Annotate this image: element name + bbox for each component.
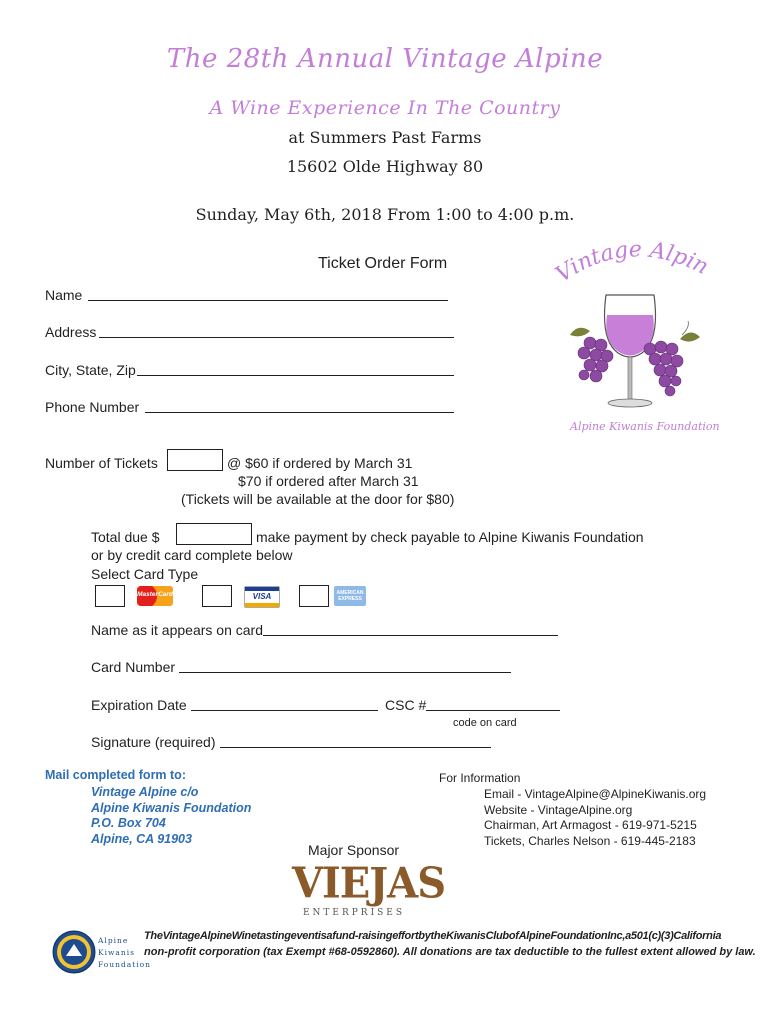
name-on-card-label: Name as it appears on card — [91, 622, 263, 638]
kiwanis-seal-icon — [52, 930, 96, 974]
signature-label: Signature (required) — [91, 734, 216, 750]
card-number-label: Card Number — [91, 659, 176, 675]
event-address: 15602 Olde Highway 80 — [286, 157, 484, 176]
event-title: The 28th Annual Vintage Alpine — [166, 44, 604, 74]
logo-script-text: Vintage Alpin — [551, 237, 713, 288]
expiration-input[interactable] — [191, 710, 378, 711]
csc-note: code on card — [453, 717, 517, 729]
tickets-count-input[interactable] — [167, 449, 223, 471]
major-sponsor-label: Major Sponsor — [308, 842, 400, 858]
info-tickets: Tickets, Charles Nelson - 619-445-2183 — [484, 834, 696, 848]
info-chairman: Chairman, Art Armagost - 619-971-5215 — [484, 818, 697, 832]
viejas-logo: VIEJAS ENTERPRISES — [292, 858, 446, 918]
event-subtitle: A Wine Experience In The Country — [209, 97, 561, 119]
phone-input[interactable] — [145, 412, 454, 413]
mail-line: Alpine Kiwanis Foundation — [91, 801, 252, 815]
mail-heading: Mail completed form to: — [45, 768, 186, 782]
event-date: Sunday, May 6th, 2018 From 1:00 to 4:00 p.m. — [195, 205, 575, 224]
mastercard-logo: MasterCard — [137, 586, 173, 606]
vintage-alpine-logo — [540, 235, 720, 440]
info-website: Website - VintageAlpine.org — [484, 803, 633, 817]
event-venue: at Summers Past Farms — [288, 128, 482, 147]
price-early: @ $60 if ordered by March 31 — [227, 455, 413, 471]
logo-foundation-text: Alpine Kiwanis Foundation — [570, 420, 720, 433]
credit-card-instructions: or by credit card complete below — [91, 547, 293, 563]
card-number-input[interactable] — [179, 672, 511, 673]
total-due-input[interactable] — [176, 523, 252, 545]
payment-instructions: make payment by check payable to Alpine Kiwanis Foundation — [256, 529, 644, 545]
info-heading: For Information — [439, 771, 521, 785]
info-email: Email - VintageAlpine@AlpineKiwanis.org — [484, 787, 707, 801]
visa-checkbox[interactable] — [202, 585, 232, 607]
tickets-label: Number of Tickets — [45, 455, 158, 471]
mail-line: P.O. Box 704 — [91, 816, 166, 830]
phone-label: Phone Number — [45, 399, 140, 415]
svg-text:Vintage Alpine — [540, 235, 712, 288]
address-label: Address — [45, 324, 97, 340]
card-type-label: Select Card Type — [91, 566, 199, 582]
city-state-zip-label: City, State, Zip — [45, 362, 136, 378]
mastercard-checkbox[interactable] — [95, 585, 125, 607]
amex-checkbox[interactable] — [299, 585, 329, 607]
name-label: Name — [45, 287, 83, 303]
footer-line-1: TheVintageAlpineWinetastingeventisafund-raisingeffortbytheKiwanisClubofAlpineFoundationInc,a501(c)(3)California — [144, 930, 722, 942]
total-due-label: Total due $ — [91, 529, 160, 545]
price-late: $70 if ordered after March 31 — [238, 473, 419, 489]
visa-logo: VISA — [244, 586, 280, 608]
seal-text: Alpine Kiwanis Foundation — [98, 936, 152, 969]
mail-line: Vintage Alpine c/o — [91, 785, 199, 799]
city-state-zip-input[interactable] — [137, 375, 454, 376]
ticket-order-form-title: Ticket Order Form — [318, 255, 448, 272]
price-door: (Tickets will be available at the door for $80) — [181, 491, 455, 507]
name-input[interactable] — [88, 300, 448, 301]
expiration-label: Expiration Date — [91, 697, 187, 713]
footer-line-2: non-profit corporation (tax Exempt #68-0592860). All donations are tax deductible to the fullest extent allowed by law. — [144, 946, 756, 958]
csc-input[interactable] — [426, 710, 560, 711]
address-input[interactable] — [99, 337, 454, 338]
amex-logo: AMERICAN EXPRESS — [334, 586, 366, 606]
mail-line: Alpine, CA 91903 — [91, 832, 192, 846]
signature-input[interactable] — [220, 747, 491, 748]
csc-label: CSC # — [385, 697, 427, 713]
wine-glass-icon — [540, 235, 720, 420]
name-on-card-input[interactable] — [263, 635, 558, 636]
